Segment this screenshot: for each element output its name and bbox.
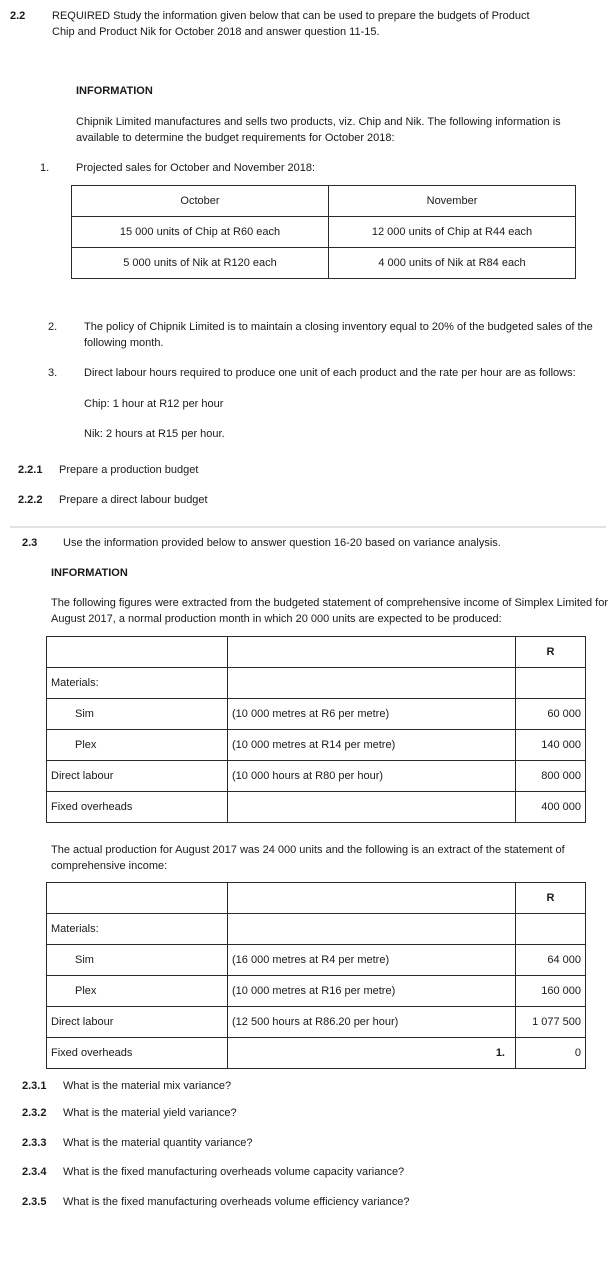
info-text-line: The actual production for August 2017 was 24 000 units and the following is an extract of the statement of bbox=[51, 844, 565, 856]
row-amount: 160 000 bbox=[516, 976, 586, 1007]
materials-label: Materials: bbox=[47, 914, 228, 945]
row-detail bbox=[228, 792, 516, 823]
row-label: Fixed overheads bbox=[47, 1038, 228, 1069]
info-text-line: Chipnik Limited manufactures and sells two products, viz. Chip and Nik. The following information is bbox=[76, 116, 561, 128]
row-amount: 60 000 bbox=[516, 699, 586, 730]
list-item-text: Projected sales for October and November 2018: bbox=[76, 162, 316, 174]
row-amount: 64 000 bbox=[516, 945, 586, 976]
table-cell bbox=[228, 914, 516, 945]
question-intro-line: REQUIRED Study the information given below that can be used to prepare the budgets of Product bbox=[52, 10, 530, 22]
table-cell bbox=[228, 637, 516, 668]
table-header-cell: October bbox=[72, 186, 329, 217]
currency-header: R bbox=[516, 883, 586, 914]
table-row bbox=[47, 699, 586, 730]
subquestion-number: 2.2.1 bbox=[18, 464, 43, 476]
question-text: What is the material quantity variance? bbox=[63, 1137, 253, 1149]
table-row bbox=[47, 945, 586, 976]
table-row bbox=[47, 730, 586, 761]
table-row bbox=[47, 1007, 586, 1038]
row-amount: 1 077 500 bbox=[516, 1007, 586, 1038]
info-text-line: The following figures were extracted from the budgeted statement of comprehensive income of Simplex Limited for bbox=[51, 597, 608, 609]
row-label: Direct labour bbox=[47, 1007, 228, 1038]
row-amount: 140 000 bbox=[516, 730, 586, 761]
row-amount: 0 bbox=[516, 1038, 586, 1069]
row-label: Sim bbox=[47, 945, 228, 976]
row-detail: (10 000 hours at R80 per hour) bbox=[228, 761, 516, 792]
row-detail: (12 500 hours at R86.20 per hour) bbox=[228, 1007, 516, 1038]
table-cell bbox=[228, 668, 516, 699]
table-row bbox=[47, 761, 586, 792]
list-number: 1. bbox=[40, 162, 50, 174]
currency-header: R bbox=[516, 637, 586, 668]
table-row bbox=[47, 883, 586, 914]
row-detail: (16 000 metres at R4 per metre) bbox=[228, 945, 516, 976]
question-number: 2.3.5 bbox=[22, 1196, 47, 1208]
table-row bbox=[47, 637, 586, 668]
list-item-text: Direct labour hours required to produce one unit of each product and the rate per hour are as follows: bbox=[84, 367, 576, 379]
list-number: 2. bbox=[48, 321, 58, 333]
table-cell bbox=[228, 883, 516, 914]
question-intro-line: Chip and Product Nik for October 2018 and answer question 11-15. bbox=[52, 26, 380, 38]
table-cell: 4 000 units of Nik at R84 each bbox=[329, 248, 576, 279]
budgeted-income-table bbox=[46, 636, 586, 823]
subquestion-text: Prepare a production budget bbox=[59, 464, 199, 476]
info-text-line: available to determine the budget requirements for October 2018: bbox=[76, 132, 395, 144]
table-cell bbox=[516, 914, 586, 945]
question-text: What is the fixed manufacturing overheads volume capacity variance? bbox=[63, 1166, 405, 1178]
table-header-cell: November bbox=[329, 186, 576, 217]
row-label: Fixed overheads bbox=[47, 792, 228, 823]
question-text: What is the fixed manufacturing overheads volume efficiency variance? bbox=[63, 1196, 410, 1208]
question-number: 2.3.4 bbox=[22, 1166, 47, 1178]
row-label: Direct labour bbox=[47, 761, 228, 792]
materials-label: Materials: bbox=[47, 668, 228, 699]
actual-income-table bbox=[46, 882, 586, 1069]
question-number: 2.3.3 bbox=[22, 1137, 47, 1149]
table-cell bbox=[47, 883, 228, 914]
nik-labour-rate: Nik: 2 hours at R15 per hour. bbox=[84, 428, 225, 440]
table-cell bbox=[516, 668, 586, 699]
table-cell: 15 000 units of Chip at R60 each bbox=[72, 217, 329, 248]
list-item-text: The policy of Chipnik Limited is to maintain a closing inventory equal to 20% of the budgeted sales of the bbox=[84, 321, 593, 333]
table-row bbox=[72, 248, 576, 279]
table-row bbox=[72, 186, 576, 217]
row-amount: 800 000 bbox=[516, 761, 586, 792]
table-row bbox=[47, 1038, 586, 1069]
table-row bbox=[47, 792, 586, 823]
chip-labour-rate: Chip: 1 hour at R12 per hour bbox=[84, 398, 224, 410]
info-text-line: comprehensive income: bbox=[51, 860, 168, 872]
row-label: Sim bbox=[47, 699, 228, 730]
table-row bbox=[47, 668, 586, 699]
section-number: 2.3 bbox=[22, 537, 38, 549]
question-number: 2.3.1 bbox=[22, 1080, 47, 1092]
table-row bbox=[72, 217, 576, 248]
sales-projection-table bbox=[71, 185, 576, 279]
question-text: What is the material mix variance? bbox=[63, 1080, 232, 1092]
row-detail: (10 000 metres at R16 per metre) bbox=[228, 976, 516, 1007]
section-divider bbox=[10, 526, 606, 528]
table-cell: 12 000 units of Chip at R44 each bbox=[329, 217, 576, 248]
list-item-text: following month. bbox=[84, 337, 164, 349]
section-number: 2.2 bbox=[10, 10, 26, 22]
table-row bbox=[47, 914, 586, 945]
row-amount: 400 000 bbox=[516, 792, 586, 823]
table-cell: 5 000 units of Nik at R120 each bbox=[72, 248, 329, 279]
info-text-line: August 2017, a normal production month in which 20 000 units are expected to be produced: bbox=[51, 613, 502, 625]
info-heading: INFORMATION bbox=[51, 567, 128, 579]
info-heading: INFORMATION bbox=[76, 85, 153, 97]
row-detail: (10 000 metres at R6 per metre) bbox=[228, 699, 516, 730]
question-number: 2.3.2 bbox=[22, 1107, 47, 1119]
question-text: What is the material yield variance? bbox=[63, 1107, 237, 1119]
subquestion-number: 2.2.2 bbox=[18, 494, 43, 506]
subquestion-text: Prepare a direct labour budget bbox=[59, 494, 208, 506]
table-row bbox=[47, 976, 586, 1007]
table-cell bbox=[47, 637, 228, 668]
row-detail: 1. bbox=[228, 1038, 516, 1069]
question-intro-line: Use the information provided below to answer question 16-20 based on variance analysis. bbox=[63, 537, 501, 549]
list-number: 3. bbox=[48, 367, 58, 379]
row-label: Plex bbox=[47, 730, 228, 761]
row-detail: (10 000 metres at R14 per metre) bbox=[228, 730, 516, 761]
row-label: Plex bbox=[47, 976, 228, 1007]
